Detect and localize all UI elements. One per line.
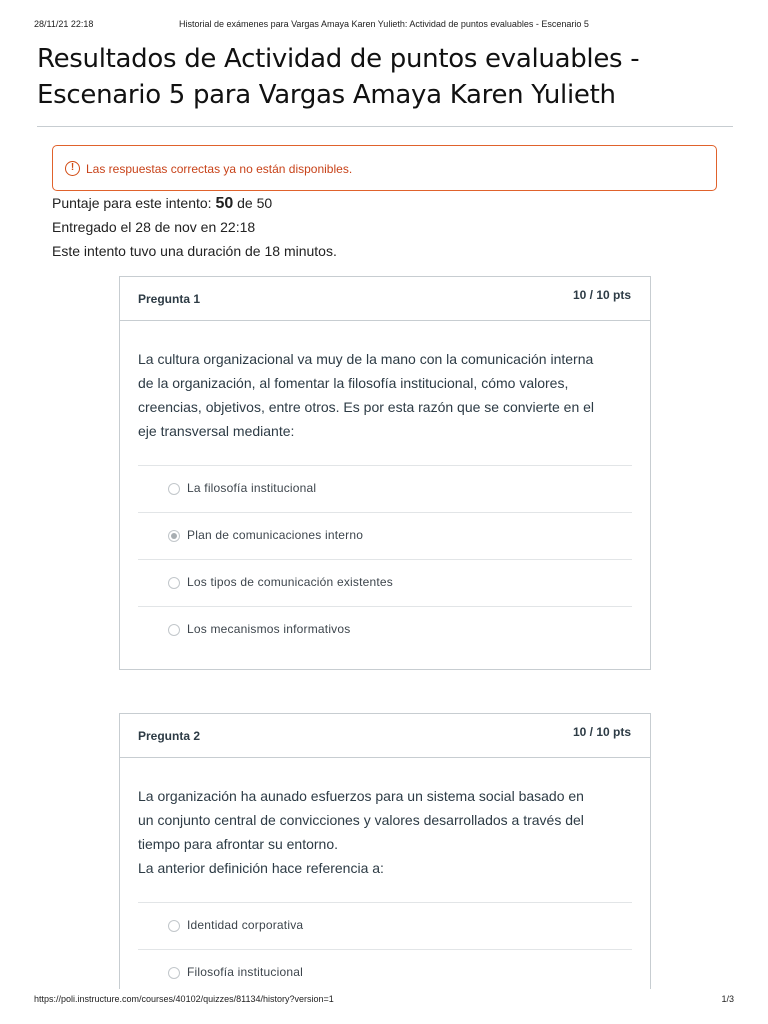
print-document-title: Historial de exámenes para Vargas Amaya Karen Yulieth: Actividad de puntos evaluables - Escenario 5 <box>179 19 589 29</box>
title-divider <box>37 126 733 127</box>
question-name: Pregunta 1 <box>138 292 201 306</box>
radio-button <box>168 920 180 932</box>
question-text-line: La cultura organizacional va muy de la mano con la comunicación interna <box>138 351 594 367</box>
question-text-line: creencias, objetivos, entre otros. Es por esta razón que se convierte en el <box>138 399 595 415</box>
print-url: https://poli.instructure.com/courses/40102/quizzes/81134/history?version=1 <box>34 994 334 1004</box>
answer-option <box>138 606 632 653</box>
question-text-line: La organización ha aunado esfuerzos para un sistema social basado en <box>138 788 584 804</box>
question-card <box>119 276 651 670</box>
page-title-line-1: Resultados de Actividad de puntos evaluables - <box>37 44 640 74</box>
score-total: de 50 <box>237 195 273 211</box>
exclamation-circle-icon: ! <box>65 161 80 176</box>
question-header <box>120 714 650 758</box>
question-text-line: un conjunto central de convicciones y valores desarrollados a través del <box>138 812 584 828</box>
question-points: 10 / 10 pts <box>572 725 631 739</box>
page-title <box>37 41 717 113</box>
print-datetime: 28/11/21 22:18 <box>34 19 94 29</box>
question-name: Pregunta 2 <box>138 729 201 743</box>
print-footer <box>34 994 734 1006</box>
print-header <box>34 19 734 31</box>
answer-option <box>138 949 632 996</box>
score-label: Puntaje para este intento: <box>52 195 212 211</box>
score-line <box>52 194 272 213</box>
question-points: 10 / 10 pts <box>572 288 631 302</box>
question-text-line: eje transversal mediante: <box>138 423 295 439</box>
page-title-line-2: Escenario 5 para Vargas Amaya Karen Yulieth <box>37 80 616 110</box>
answer-label: Los tipos de comunicación existentes <box>187 575 393 589</box>
question-text-line: de la organización, al fomentar la filosofía institucional, cómo valores, <box>138 375 569 391</box>
question-text-line: tiempo para afrontar su entorno. <box>138 836 339 852</box>
radio-button <box>168 577 180 589</box>
score-value: 50 <box>215 195 234 212</box>
answer-option <box>138 902 632 949</box>
radio-button-selected <box>168 530 180 542</box>
attempt-duration: Este intento tuvo una duración de 18 minutos. <box>52 243 337 259</box>
answer-label: Identidad corporativa <box>187 918 304 932</box>
question-header <box>120 277 650 321</box>
answer-option-selected <box>138 512 632 559</box>
alert-text: Las respuestas correctas ya no están disponibles. <box>86 162 353 176</box>
answer-label: Plan de comunicaciones interno <box>187 528 364 542</box>
answer-list <box>138 902 632 996</box>
radio-button <box>168 624 180 636</box>
answer-option <box>138 465 632 512</box>
answer-label: Los mecanismos informativos <box>187 622 351 636</box>
answer-list <box>138 465 632 653</box>
radio-button <box>168 967 180 979</box>
submitted-date: Entregado el 28 de nov en 22:18 <box>52 219 256 235</box>
answers-unavailable-alert <box>52 145 717 191</box>
question-card <box>119 713 651 989</box>
answer-label: La filosofía institucional <box>187 481 317 495</box>
answer-option <box>138 559 632 606</box>
print-page-number: 1/3 <box>721 994 734 1004</box>
question-text-line: La anterior definición hace referencia a: <box>138 860 384 876</box>
question-text <box>138 784 638 880</box>
radio-button <box>168 483 180 495</box>
question-text <box>138 347 638 443</box>
answer-label: Filosofía institucional <box>187 965 303 979</box>
